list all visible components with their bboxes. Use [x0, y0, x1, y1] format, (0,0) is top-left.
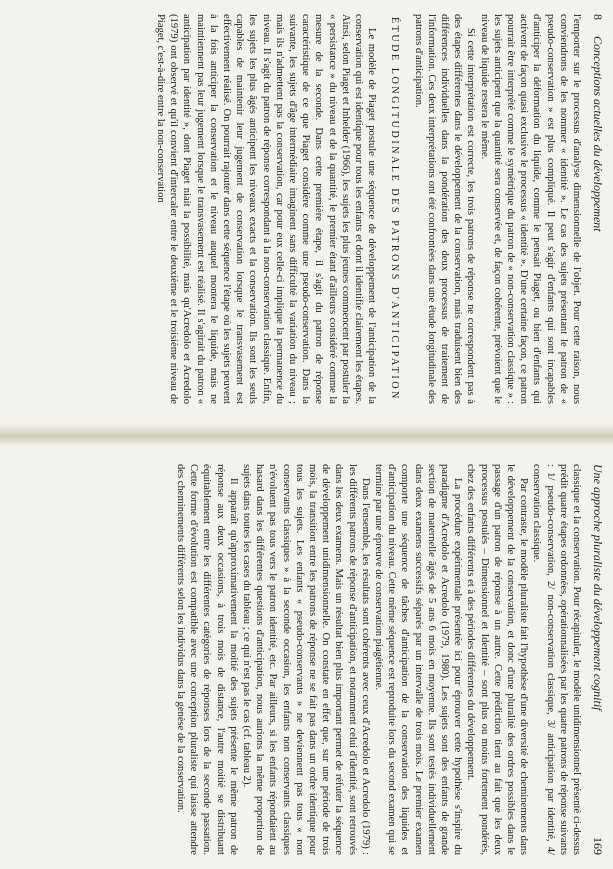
- left-page-number: 8: [591, 14, 605, 20]
- right-page-number: 169: [591, 837, 605, 855]
- paragraph: classique et la conservation. Pour récapituler, le modèle unidimensionnel présenté ci-dessus prédit quatre étapes ordonnées, opérationnalisées par les quatre patrons de réponse suivants : 1/ pseudo-conservation, 2/ non-conservation classique, 3/ anticipation par identité, 4/ conservation classique.: [531, 464, 582, 855]
- left-running-title: Conceptions actuelles du développement: [591, 36, 605, 232]
- paragraph: Dans l'ensemble, les résultats sont cohérents avec ceux d'Acredolo et Acredolo (1979) : les différents patrons de réponse d'anticipation, et notamment celui d'identité, sont retrouvés dans les deux examens. Mais un résultat bien plus important permet de réfuter la séquence de développement unidimensionnelle. On constate en effet que, sur une période de trois mois, la transition entre les patrons de réponse ne se fait pas dans un ordre identique pour tous les sujets. Les enfants « pseudo-conservants » ne deviennent pas tous « non conservants classiques » à la seconde occasion, les enfants non conservants classiques n'évoluent pas tous vers le patron identité, etc. Par ailleurs, si les enfants répondaient au hasard dans les différentes questions d'anticipation, nous aurions la même proportion de sujets dans toutes les cases du tableau ; ce qui n'est pas le cas (cf. tableau 2).: [240, 464, 371, 855]
- paragraph: l'emporter sur le processus d'analyse dimensionnelle de l'objet. Pour cette raison, nous conviendrons de les nommer « identité ». Le cas des sujets présentant le patron de « pseudo-conservation » est plus compliqué. Il peut s'agir d'enfants qui sont incapables d'anticiper la déformation du liquide, comme le pensait Piaget, ou bien d'enfants qui activent de façon quasi exclusive le processus « identité ». D'une certaine façon, ce patron pourrait être interprété comme le symétrique du patron de « non-conservation classique » : les sujets anticipent que la quantité sera conservée et, de façon cohérente, prévoient que le niveau de liquide restera le même.: [478, 14, 582, 404]
- paragraph: Par contraste, le modèle pluraliste fait l'hypothèse d'une diversité de cheminements dans le développement de la conservation, et donc d'une pluralité des ordres possibles dans le passage d'un patron de réponse à un autre. Cette prédiction tient au fait que les deux processus postulés – Dimensionnel et Identité – sont plus ou moins fortement pondérés, chez des enfants différents et à des périodes différentes du développement.: [465, 464, 530, 855]
- right-running-title: Une approche pluraliste du développement cognitif: [591, 464, 605, 711]
- left-page: [0, 0, 613, 424]
- right-page: [0, 446, 613, 869]
- paragraph: Il apparaît qu'approximativement la moitié des sujets présente le même patron de réponse aux deux occasions, à trois mois de distance, l'autre moitié se distribuant équitablement entre les différentes catégories de réponses lors de la seconde passation. Cette forme d'évolution est compatible avec une conception pluraliste qui laisse attendre des cheminements différents selon les individus dans la genèse de la conservation.: [174, 464, 239, 855]
- paragraph: Si cette interprétation est correcte, les trois patrons de réponse ne correspondent pas à des étapes différentes dans le développement de la conservation, mais traduisent bien des différences individuelles dans la pondération des deux processus de traitement de l'information. Ces deux interprétations ont été confrontées dans une étude longitudinale des patrons d'anticipation.: [412, 14, 477, 404]
- section-heading: ÉTUDE LONGITUDINALE DES PATRONS D'ANTICIPATION: [389, 17, 401, 401]
- book-gutter: [0, 424, 613, 446]
- left-page-body: [154, 14, 583, 404]
- paragraph: La procédure expérimentale présentée ici pour éprouver cette hypothèse s'inspire du paradigme d'Acredolo et Acredolo (1979, 1980). Les sujets sont des enfants de grande section de maternelle âgés de 5 ans 6 mois en moyenne. Ils sont testés individuellement dans deux examens successifs séparés par un intervalle de trois mois. Le premier examen comporte une séquence de tâches d'anticipation de la conservation des liquides et d'anticipation du niveau. Cette même séquence est reproduite lors du second examen qui se termine par une épreuve de conservation piagétienne.: [372, 464, 464, 855]
- left-page-header: [589, 14, 607, 404]
- right-page-body: [174, 464, 583, 855]
- right-page-header: [589, 464, 607, 855]
- paragraph: Le modèle de Piaget postule une séquence de développement de l'anticipation de la conservation qui est identique pour tous les enfants et dont il identifie clairement les étapes. Ainsi, selon Piaget et Inhelder (1966), les sujets les plus jeunes commencent par postuler la « persistance » du niveau et de la quantité, le premier étant d'ailleurs considéré comme la mesure de la seconde. Dans cette première étape, il s'agit du patron de réponse caractéristique de ce que Piaget considère comme une pseudo-conservation. Dans la suivante, les sujets d'âge intermédiaire imaginent sans difficulté la variation du niveau ; mais ils n'admettent pas la conservation, car pour eux celle-ci implique la permanence du niveau. Il s'agit du patron de réponse correspondant à la non-conservation classique. Enfin, les sujets les plus âgés anticipent les niveaux exacts et la conservation. Ils sont les seuls capables de maintenir leur jugement de conservation lorsque le transvasement est effectivement réalisé. On pourrait rajouter dans cette séquence l'étape où les sujets peuvent à la fois anticiper la conservation et le niveau auquel montera le liquide, mais ne maintiennent pas leur jugement lorsque le transvasement est réalisé. Il s'agirait du patron « anticipation par identité », dont Piaget niait la possibilité, mais qu'Acredolo et Acredolo (1979) ont observé et qu'il convient d'intercaler entre le deuxième et le troisième niveau de Piaget, c'est-à-dire entre la non-conservation: [154, 14, 378, 404]
